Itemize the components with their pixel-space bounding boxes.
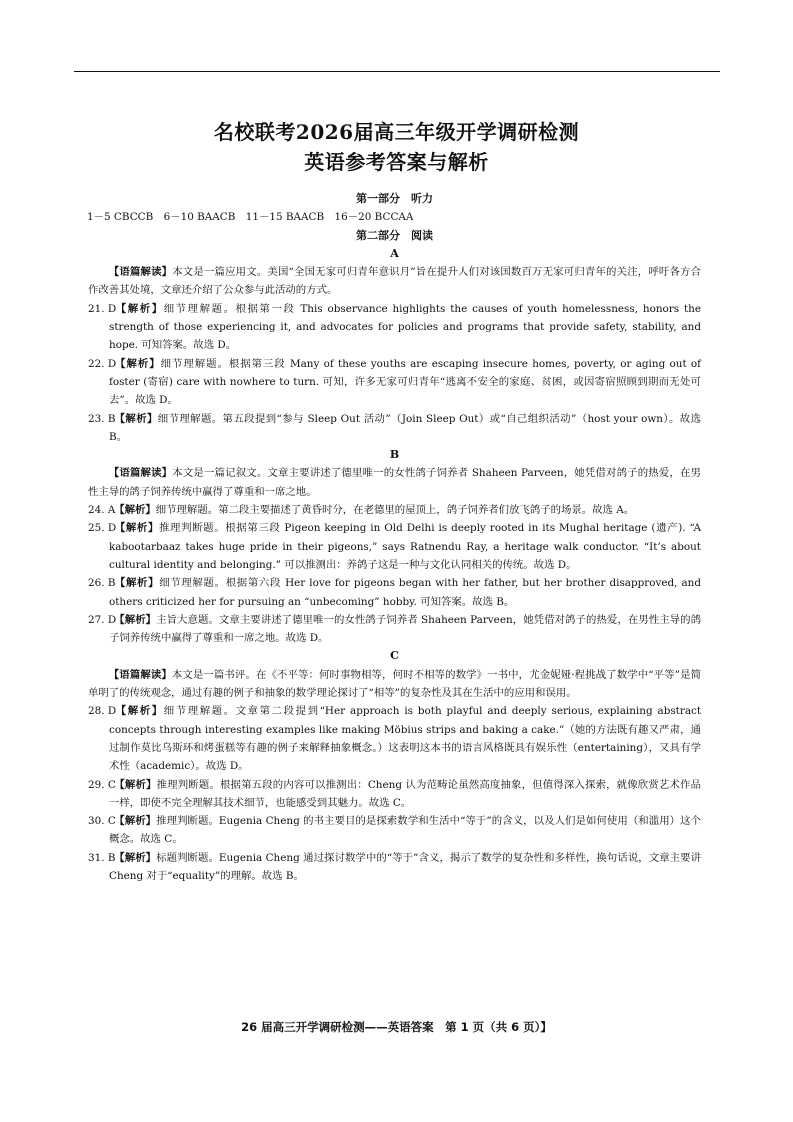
analysis-text: 细节理解题。第五段提到“参与 Sleep Out 活动”（Join Sleep Out）或“自己组织活动”（host your own）。故选 B。	[109, 412, 701, 443]
header-rule	[74, 71, 720, 72]
answer-item	[88, 812, 701, 849]
question-number: 30. C	[88, 815, 116, 828]
exam-title: 名校联考2026届高三年级开学调研检测	[213, 120, 580, 144]
analysis-text: 推理判断题。Eugenia Cheng 的书主要目的是探索数学和生活中“等于”的含义，以及人们是如何使用（和滥用）这个概念。故选 C。	[109, 815, 701, 846]
analysis-text: 细节理解题。根据第一段 This observance highlights the causes of youth homelessness, honors the strength of those experiencing it, and advocates for policies and programs that provide safety, stability, and hope. 可知答案。故选 D。	[109, 302, 701, 352]
intro-tag: 【语篇解读】	[108, 668, 172, 681]
question-number: 29. C	[88, 778, 116, 791]
analysis-tag: 【解析】	[120, 577, 160, 590]
analysis-text: 主旨大意题。文章主要讲述了德里唯一的女性鸽子饲养者 Shaheen Parveen，她凭借对鸽子的热爱，在男性主导的鸽子饲养传统中赢得了尊重和一席之地。故选 D。	[109, 613, 701, 645]
answer-item	[88, 611, 701, 648]
intro-tag: 【语篇解读】	[108, 467, 173, 480]
answer-item	[88, 519, 701, 574]
analysis-tag: 【解析】	[120, 357, 161, 370]
answer-item	[88, 574, 701, 611]
passage-b	[88, 446, 701, 647]
question-number: 28. D	[88, 705, 117, 718]
question-number: 22. D	[88, 357, 117, 370]
exam-subtitle: 英语参考答案与解析	[304, 150, 489, 174]
question-number: 24. A	[88, 504, 116, 517]
analysis-tag: 【解析】	[119, 613, 157, 626]
analysis-tag: 【解析】	[119, 504, 156, 517]
intro-text: 本文是一篇记叙文。文章主要讲述了德里唯一的女性鸽子饲养者 Shaheen Parveen，她凭借对鸽子的热爱，在男性主导的鸽子饲养传统中赢得了尊重和一席之地。	[88, 467, 701, 498]
passage-letter: B	[389, 448, 400, 462]
analysis-tag: 【解析】	[119, 851, 157, 864]
answer-item	[88, 300, 701, 355]
answer-item	[88, 410, 701, 447]
analysis-text: 细节理解题。根据第三段 Many of these youths are escaping insecure homes, poverty, or aging out of foster (寄宿) care with nowhere to turn. 可知，许多无家可归青年“逃离不安全的家庭、贫困，或因寄宿照顾到期而无处可去”。故选 D。	[109, 357, 702, 407]
part1-heading: 第一部分 听力	[356, 192, 433, 205]
analysis-tag: 【解析】	[119, 815, 157, 828]
analysis-text: 细节理解题。第二段主要描述了黄昏时分，在老德里的屋顶上，鸽子饲养者们放飞鸽子的场景。故选 A。	[155, 504, 635, 517]
question-number: 25. D	[88, 522, 117, 535]
passage-letter: A	[390, 246, 399, 260]
passage-a	[88, 245, 701, 446]
answer-item	[88, 355, 701, 410]
passage-intro	[88, 666, 701, 703]
answer-item	[88, 702, 701, 775]
question-number: 31. B	[88, 851, 116, 864]
analysis-tag: 【解析】	[121, 705, 164, 718]
analysis-text: 推理判断题。根据第五段的内容可以推测出：Cheng 认为范畴论虽然高度抽象，但值得深入探索，就像欣赏艺术作品一样，即使不完全理解其技术细节，也能感受到其魅力。故选 C。	[109, 778, 701, 809]
passage-c	[88, 647, 701, 885]
question-number: 26. B	[88, 577, 116, 590]
analysis-text: 细节理解题。文章第二段提到“Her approach is both playful and deeply serious, explaining abstract concepts through interesting examples like making Möbius strips and baking a cake.”（她的方法既有趣又严肃，通过制作莫比乌斯环和烤蛋糕等有趣的例子来解释抽象概念。）这表明这本书的语言风格既具有娱乐性（entertaining），又具有学术性（academic）。故选 D。	[109, 705, 702, 773]
question-number: 27. D	[88, 613, 117, 626]
question-number: 23. B	[88, 412, 116, 425]
passage-intro	[88, 464, 701, 501]
analysis-tag: 【解析】	[120, 522, 160, 535]
passage-letter: C	[390, 649, 399, 663]
answer-item	[88, 849, 701, 886]
question-number: 21. D	[88, 302, 117, 315]
answer-item	[88, 501, 701, 519]
analysis-tag: 【解析】	[120, 302, 164, 315]
analysis-tag: 【解析】	[119, 412, 158, 425]
passage-intro	[88, 263, 701, 300]
intro-tag: 【语篇解读】	[108, 266, 173, 279]
intro-text: 本文是一篇应用文。美国“全国无家可归青年意识月”旨在提升人们对该国数百万无家可归青年的关注，呼吁各方合作改善其处境，文章还介绍了公众参与此活动的方式。	[88, 266, 702, 297]
page-footer: 26 届高三开学调研检测——英语答案 第 1 页（共 6 页）】	[241, 1020, 552, 1034]
analysis-text: 标题判断题。Eugenia Cheng 通过探讨数学中的“等于”含义，揭示了数学的复杂性和多样性，换句话说，文章主要讲 Cheng 对于“equality”的理解。故选 B。	[109, 851, 701, 882]
analysis-text: 推理判断题。根据第三段 Pigeon keeping in Old Delhi is deeply rooted in its Mughal heritage (遗产). “A kabootarbaaz takes huge pride in their pigeons,” says Ratnendu Ray, a heritage walk conductor. “It’s about cultural identity and belonging.” 可以推测出：养鸽子这是一种与文化认同相关的传统。故选 D。	[109, 522, 701, 571]
intro-text: 本文是一篇书评。在《不平等：何时事物相等，何时不相等的数学》一书中，尤金妮娅·程挑战了数学中“平等”是简单明了的传统观念，通过有趣的例子和抽象的数学理论探讨了“相等”的复杂性及其在生活中的应用和误用。	[88, 668, 702, 700]
analysis-text: 细节理解题。根据第六段 Her love for pigeons began with her father, but her brother disapproved, and others criticized her for pursuing an “unbecoming” hobby. 可知答案。故选 B。	[109, 577, 702, 608]
listening-answer-keys: 1－5 CBCCB 6－10 BAACB 11－15 BAACB 16－20 BCCAA	[87, 211, 414, 224]
answer-content	[88, 190, 701, 885]
answer-item	[88, 776, 701, 813]
analysis-tag: 【解析】	[119, 778, 157, 791]
part2-heading: 第二部分 阅读	[356, 228, 433, 242]
